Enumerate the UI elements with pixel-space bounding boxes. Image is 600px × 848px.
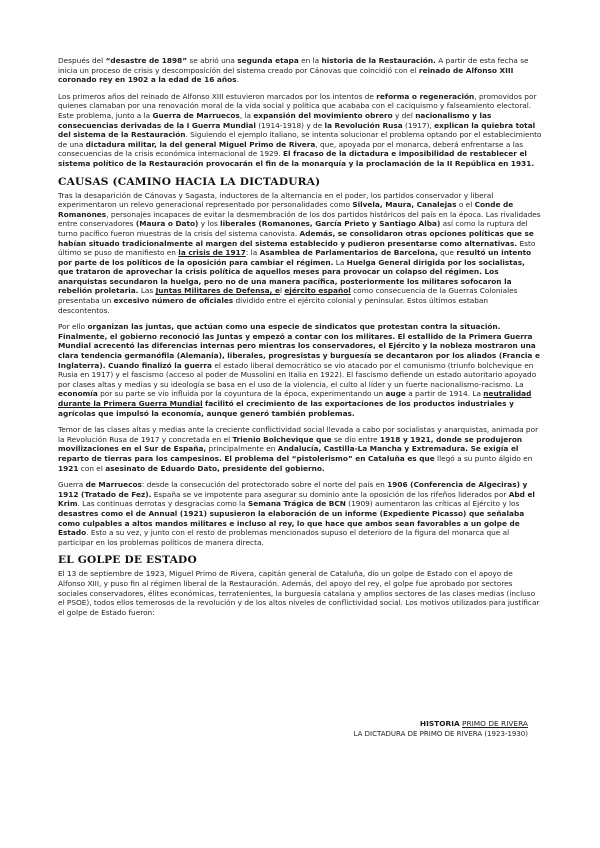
emphasized-text: reforma o regeneración bbox=[376, 91, 475, 101]
emphasized-text: Asamblea de Parlamentarios de Barcelona, bbox=[259, 248, 438, 258]
footer-subject-line bbox=[58, 718, 528, 729]
text-run: o el bbox=[456, 200, 475, 210]
text-run: Tras la desaparición de Cánovas y Sagasta, inductores de la alternancia en el poder, los partidos conservador y liberal experimentaron un relevo generacional representado por personalidades como bbox=[58, 190, 494, 210]
text-run: dividido entre el ejército colonial y peninsular. Estos últimos estaban descontentos. bbox=[58, 296, 489, 315]
text-run: principalmente en bbox=[206, 444, 278, 454]
text-run: l bbox=[279, 286, 285, 296]
text-run: , personajes incapaces de evitar la desmembración de los dos partidos históricos del país en la época. Las rivalidades entre conservadores bbox=[58, 209, 541, 229]
page-footer bbox=[58, 718, 528, 740]
emphasized-text: liberales (Romanones, García Prieto y Santiago Alba) bbox=[220, 219, 441, 229]
emphasized-text: ejército español bbox=[284, 286, 351, 296]
emphasized-text: Juntas Militares de Defensa, e bbox=[155, 286, 280, 296]
causas-heading: CAUSAS (CAMINO HACIA LA DICTADURA) bbox=[58, 175, 321, 188]
emphasized-text: excesivo número de oficiales bbox=[113, 296, 234, 306]
emphasized-text: Silvela, Maura, Canalejas bbox=[352, 200, 457, 210]
emphasized-text: auge bbox=[385, 389, 406, 399]
emphasized-text: 1921 bbox=[58, 463, 79, 473]
emphasized-text: explican la quiebra total del sistema de la Restauración bbox=[58, 120, 536, 140]
emphasized-text: neutralidad durante la Primera Guerra Mundial bbox=[58, 389, 532, 408]
emphasized-text: El estallido de la Primera Guerra Mundial acrecentó las diferencias internas pero mientras los conservadores, el Ejército y la nobleza mostraron una clara tendencia germanófila (Alemania), liberales, progresistas y burguesía se decantaron por los aliados (Francia e Inglaterra). Cuando finalizó la guerra bbox=[58, 331, 540, 370]
text-run: Por ello bbox=[58, 322, 88, 332]
document-body bbox=[58, 56, 542, 624]
text-run: . Esto a su vez, y junto con el resto de problemas mencionados supuso el deterioro de la figura del monarca que al participar en los problemas políticos de manera directa. bbox=[58, 528, 510, 547]
text-run: llegó a su punto álgido en bbox=[434, 453, 533, 463]
text-run: La bbox=[333, 257, 347, 267]
emphasized-text: Conde de Romanones bbox=[58, 200, 514, 219]
text-run: : la bbox=[245, 248, 260, 258]
emphasized-text: Andalucía, Castilla-La Mancha y Extremadura. Se exigía el reparto de tierras para los campesinos. El problema del “pistolerismo” en Cataluña es que bbox=[58, 444, 519, 463]
text-run: El 13 de septiembre de 1923, Miguel Primo de Rivera, capitán general de Cataluña, dio un golpe de Estado con el apoyo de Alfonso XIII, y puso fin al régimen liberal de la Restauración. Además, del apoyo del rey, el golpe fue aprobado por sectores sociales conservadores, élites económicas, terratenientes, la burguesía catalana y amplios sectores de las clases medias (incluso el PSOE), todos ellos temerosos de la revolución y de los altos niveles de conflictividad social. Los motivos utilizados para justificar el golpe de Estado fueron: bbox=[58, 569, 540, 617]
emphasized-text: 1906 (Conferencia de Algeciras) y 1912 (Tratado de Fez). bbox=[58, 480, 528, 499]
causas-paragraph-2 bbox=[58, 322, 542, 418]
emphasized-text: facilitó el crecimiento de las exportaciones de los productos industriales y agrícolas que impulsó la economía, aunque generó también problemas. bbox=[58, 399, 514, 418]
text-run: el estado liberal democrático se vio atacado por el comunismo (triunfo bolchevique en Rusia en 1917) y el fascismo (acceso al poder de Mussolini en Italia en 1922). El fascismo defiende un estado autoritario apoyado por clases altas y medias y su ideología se basa en el uso de la violencia, el culto al líder y un fuerte nacionalismo-racismo. La bbox=[58, 360, 537, 389]
emphasized-text: la crisis de 1917 bbox=[178, 248, 246, 258]
emphasized-text: El fracaso de la dictadura e imposibilidad de restablecer el sistema político de la Restauración provocarán el fin de la monarquía y la proclamación de la II República en 1931. bbox=[58, 149, 535, 168]
text-run: se abrió una bbox=[187, 56, 238, 65]
text-run: Guerra bbox=[58, 480, 86, 490]
emphasized-text: “desastre de 1898” bbox=[105, 56, 188, 65]
emphasized-text: expansión del movimiento obrero bbox=[253, 110, 393, 120]
golpe-paragraph-1 bbox=[58, 569, 542, 617]
text-run: Esto último se puso de manifiesto en bbox=[58, 238, 536, 258]
golpe-heading: EL GOLPE DE ESTADO bbox=[58, 554, 197, 567]
text-run: . Las continuas derrotas y desgracias como la bbox=[77, 499, 248, 509]
text-run: A partir de esta fecha se inicia un proceso de crisis y descomposición del sistema creado por Cánovas que coincidió con el bbox=[58, 56, 529, 75]
emphasized-text: dictadura militar, la del general Miguel Primo de Rivera bbox=[85, 139, 316, 149]
emphasized-text: historia de la Restauración. bbox=[321, 56, 436, 65]
text-run: , la bbox=[239, 110, 254, 120]
emphasized-text: de Marruecos bbox=[85, 480, 142, 490]
text-run: (1917), bbox=[402, 120, 435, 130]
text-run: así como la ruptura del turno pacífico fueron muestras de la crisis del sistema canovista. bbox=[58, 219, 528, 238]
text-run: (1914-1918) y de bbox=[255, 120, 325, 130]
emphasized-text: Semana Trágica de BCN bbox=[247, 499, 346, 509]
footer-title: LA DICTADURA DE PRIMO DE RIVERA (1923-1930) bbox=[353, 730, 528, 738]
text-run: a partir de 1914. La bbox=[405, 389, 484, 399]
emphasized-text: economía bbox=[58, 389, 98, 399]
text-run: . bbox=[236, 75, 239, 85]
text-run: España se ve impotente para asegurar su dominio ante la oposición de los rifeños liderados por bbox=[151, 489, 509, 499]
emphasized-text: segunda etapa bbox=[237, 56, 299, 65]
emphasized-text: Además, se consolidaron otras opciones políticas que se habían situado tradicionalmente al margen del sistema establecido y pudieron presentarse como alternativas. bbox=[58, 228, 534, 248]
emphasized-text: organizan las juntas, que actúan como una especie de sindicatos que protestan contra la situación. Finalmente, el gobierno reconoció las Juntas y empezó a contar con los militares. bbox=[58, 322, 501, 341]
causas-paragraph-4 bbox=[58, 480, 542, 547]
emphasized-text: reinado de Alfonso XIII coronado rey en 1902 a la edad de 16 años bbox=[58, 65, 514, 85]
text-run: por su parte se vio influida por la coyuntura de la época, experimentando un bbox=[97, 389, 386, 399]
emphasized-text: 1918 y 1921, donde se produjeron movilizaciones en el Sur de España, bbox=[58, 434, 523, 454]
text-run: Las bbox=[138, 286, 156, 296]
intro-paragraph-1 bbox=[58, 56, 542, 85]
emphasized-text: (Maura o Dato) bbox=[135, 219, 199, 229]
text-run: Los primeros años del reinado de Alfonso XIII estuvieron marcados por los intentos de bbox=[58, 91, 377, 101]
emphasized-text: desastres como el de Annual (1921) supusieron la elaboración de un informe (Expediente Picasso) que señalaba como culpables a altos mandos militares e incluso al rey, lo que hace que ambos sean favorables a un golpe de Estado bbox=[58, 508, 525, 538]
emphasized-text: resultó un intento por parte de los políticos de la oposición para cambiar el régimen. bbox=[58, 248, 532, 267]
text-run: : desde la consecución del protectorado sobre el norte del país en bbox=[141, 480, 388, 490]
emphasized-text: Huelga General dirigida por los socialistas, que trataron de aprovechar la crisis política de aquellos meses para provocar un colapso del régimen. Los anarquistas secundaron la huelga, pero no de una manera pacífica, posteriormente los militares sofocaron la rebelión proletaria. bbox=[58, 257, 525, 296]
text-run: con el bbox=[78, 463, 106, 473]
text-run: Después del bbox=[58, 56, 106, 65]
footer-topic: PRIMO DE RIVERA bbox=[462, 719, 528, 728]
text-run: , promovidos por quienes clamaban por una renovación moral de la vida social y política que acababa con el caciquismo y falseamiento electoral. Este problema, junto a la bbox=[58, 91, 537, 120]
emphasized-text: la Revolución Rusa bbox=[324, 120, 403, 130]
intro-paragraph-2 bbox=[58, 92, 542, 169]
emphasized-text: Abd el Krim bbox=[58, 489, 535, 509]
text-run: que bbox=[437, 248, 457, 258]
text-run: y los bbox=[198, 219, 221, 229]
causas-paragraph-1 bbox=[58, 191, 542, 316]
text-run: , que, apoyada por el monarca, deberá enfrentarse a las consecuencias de la crisis económica internacional de 1929. bbox=[58, 139, 524, 159]
text-run: como consecuencia de la Guerras Coloniales presentaba un bbox=[58, 286, 518, 306]
footer-subject: HISTORIA bbox=[419, 719, 460, 728]
causas-paragraph-3 bbox=[58, 425, 542, 473]
emphasized-text: nacionalismo y las consecuencias derivadas de la I Guerra Mundial bbox=[58, 110, 492, 130]
text-run: Temor de las clases altas y medias ante la creciente conflictividad social llevada a cabo por socialistas y anarquistas, animada por la Revolución Rusa de 1917 y concretada en el bbox=[58, 425, 539, 444]
text-run: en la bbox=[298, 56, 322, 65]
emphasized-text: Guerra de Marruecos bbox=[152, 110, 240, 120]
emphasized-text: Trienio Bolchevique que bbox=[232, 434, 332, 444]
text-run: (1909) aumentaron las críticas al Ejército y los bbox=[345, 499, 520, 509]
text-run: y del bbox=[392, 110, 416, 120]
emphasized-text: asesinato de Eduardo Dato, presidente del gobierno. bbox=[105, 463, 325, 473]
text-run: se dio entre bbox=[331, 434, 380, 444]
text-run: . Siguiendo el ejemplo italiano, se intenta solucionar el problema optando por el establecimiento de una bbox=[58, 130, 542, 149]
